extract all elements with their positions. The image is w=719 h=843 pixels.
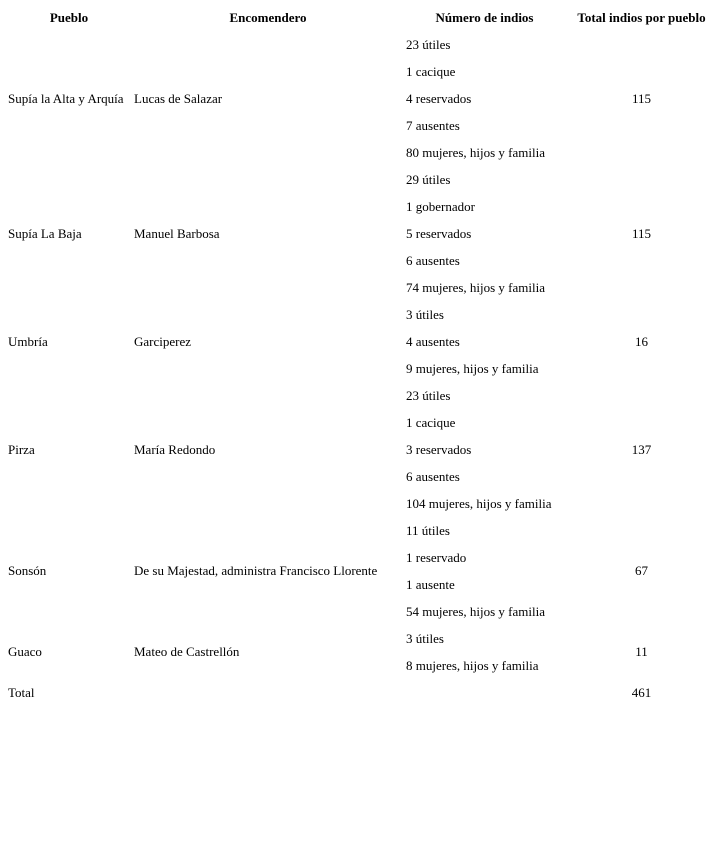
numero-indios-cell (406, 31, 563, 166)
header-pueblo: Pueblo (49, 9, 89, 25)
indios-line: 8 mujeres, hijos y familia (406, 658, 539, 673)
total-pueblo-cell: 115 (631, 225, 652, 241)
table-row (8, 517, 716, 625)
pueblo-cell: Umbría (8, 333, 48, 349)
indios-line: 74 mujeres, hijos y familia (406, 280, 546, 295)
indios-line: 54 mujeres, hijos y familia (406, 604, 546, 619)
numero-indios-cell (406, 301, 563, 382)
total-pueblo-cell: 67 (635, 563, 648, 578)
total-label: Total (8, 684, 35, 700)
numero-indios-cell (406, 382, 563, 517)
indios-line: 11 útiles (406, 523, 450, 538)
encomendero-cell: De su Majestad, administra Francisco Llorente (134, 563, 378, 578)
numero-indios-cell (406, 517, 563, 625)
indios-line: 7 ausentes (406, 118, 460, 133)
indios-line: 1 ausente (406, 577, 455, 592)
indios-line: 80 mujeres, hijos y familia (406, 145, 546, 160)
pueblo-cell: Guaco (8, 644, 42, 659)
total-pueblo-cell: 115 (631, 90, 652, 106)
grand-total-value: 461 (631, 684, 652, 700)
total-empty (406, 679, 563, 706)
pueblo-cell: Pirza (8, 441, 35, 457)
encomendero-cell: María Redondo (134, 441, 216, 457)
pueblo-cell: Supía La Baja (8, 225, 82, 241)
pueblo-cell: Supía la Alta y Arquía (8, 90, 124, 106)
indios-line: 23 útiles (406, 37, 451, 52)
numero-indios-cell (406, 166, 563, 301)
pueblo-cell: Sonsón (8, 563, 47, 578)
indios-line: 6 ausentes (406, 469, 460, 484)
indios-line: 1 cacique (406, 64, 456, 79)
indios-line: 1 reservado (406, 550, 467, 565)
table-row (8, 166, 716, 301)
header-encomendero: Encomendero (229, 9, 307, 25)
indios-line: 1 cacique (406, 415, 456, 430)
total-row (8, 679, 716, 706)
total-pueblo-cell: 16 (635, 333, 648, 349)
indios-line: 5 reservados (406, 226, 472, 241)
numero-indios-cell (406, 625, 563, 679)
indios-line: 3 útiles (406, 307, 444, 322)
indios-line: 9 mujeres, hijos y familia (406, 361, 539, 376)
indios-line: 23 útiles (406, 388, 451, 403)
indios-line: 3 reservados (406, 442, 472, 457)
header-numero-indios: Número de indios (435, 9, 534, 25)
encomendero-cell: Manuel Barbosa (134, 225, 220, 241)
indios-line: 3 útiles (406, 631, 444, 646)
header-row (8, 4, 716, 31)
header-total-indios: Total indios por pueblo (577, 9, 706, 25)
indios-line: 4 ausentes (406, 334, 460, 349)
indios-line: 29 útiles (406, 172, 451, 187)
indios-line: 4 reservados (406, 91, 472, 106)
table-row (8, 382, 716, 517)
table-row (8, 625, 716, 679)
table-row (8, 301, 716, 382)
table-row (8, 31, 716, 166)
indios-table (4, 4, 719, 706)
indios-line: 6 ausentes (406, 253, 460, 268)
encomendero-cell: Garciperez (134, 333, 192, 349)
encomendero-cell: Lucas de Salazar (134, 90, 223, 106)
indios-line: 1 gobernador (406, 199, 475, 214)
total-pueblo-cell: 11 (635, 644, 648, 659)
encomendero-cell: Mateo de Castrellón (134, 644, 240, 659)
total-empty (134, 679, 402, 706)
indios-line: 104 mujeres, hijos y familia (406, 496, 552, 511)
table-body (8, 31, 716, 679)
total-pueblo-cell: 137 (631, 441, 652, 457)
